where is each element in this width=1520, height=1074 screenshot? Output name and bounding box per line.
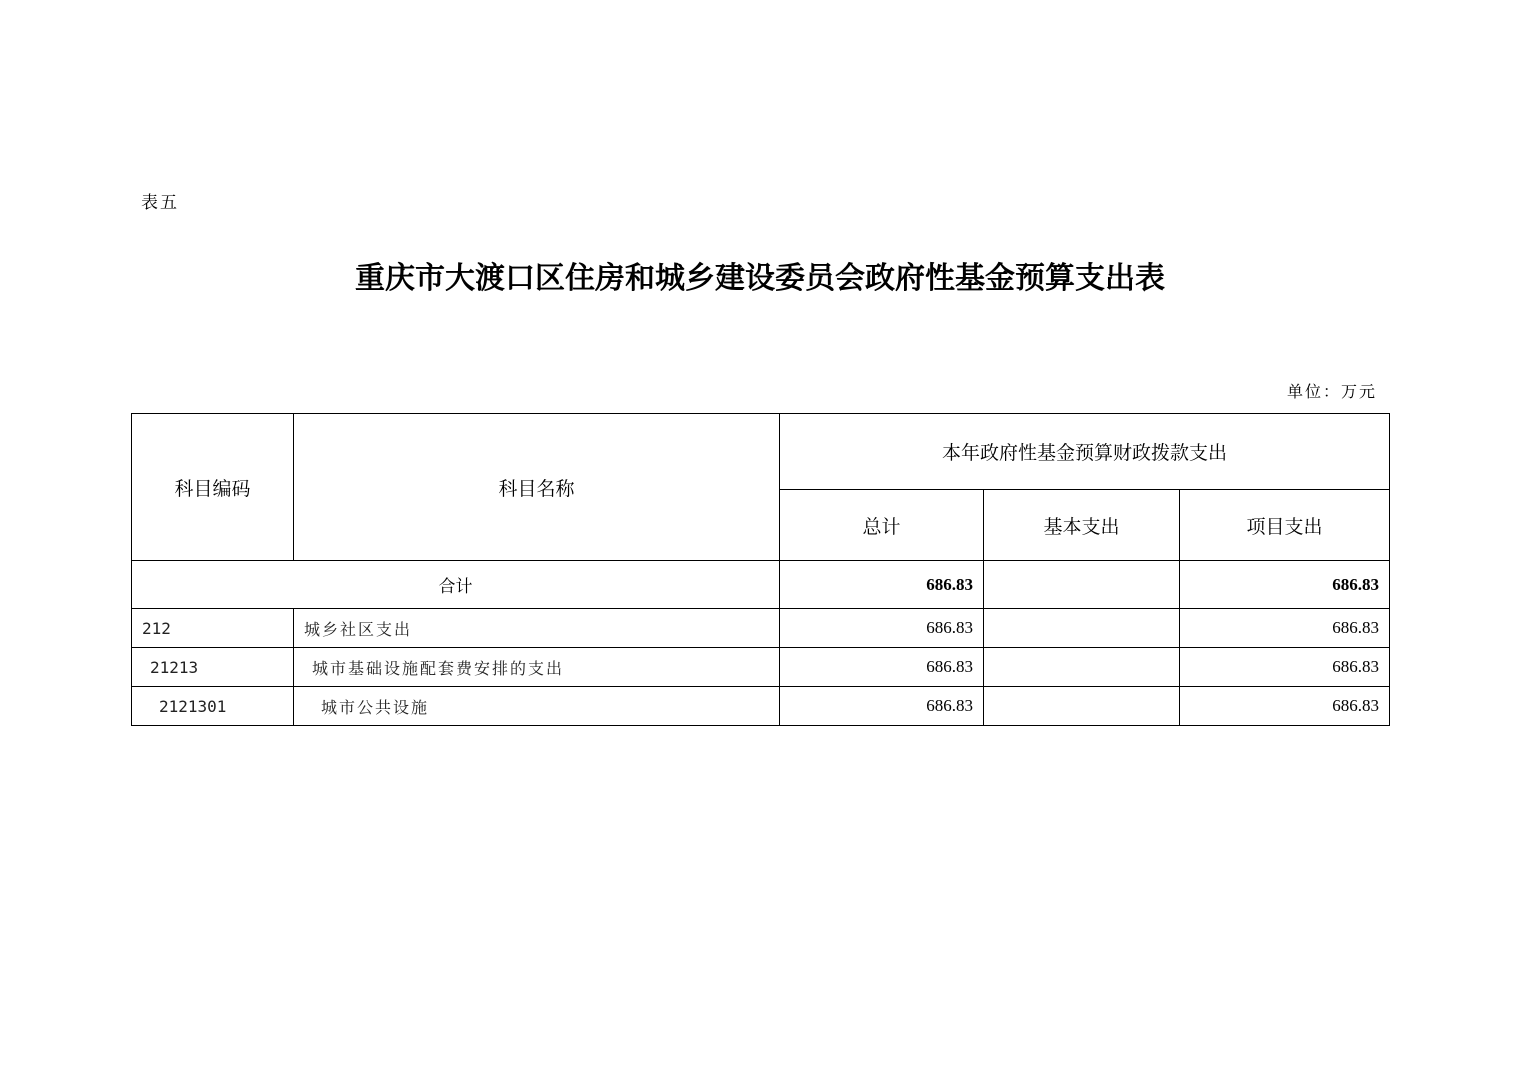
row-total: 686.83	[780, 648, 984, 687]
row-total: 686.83	[780, 609, 984, 648]
row-project: 686.83	[1180, 648, 1390, 687]
header-code: 科目编码	[132, 414, 294, 561]
row-code: 21213	[132, 648, 294, 687]
table-row	[132, 687, 1390, 726]
row-code: 2121301	[132, 687, 294, 726]
summary-basic	[984, 561, 1180, 609]
summary-project: 686.83	[1180, 561, 1390, 609]
table-row	[132, 609, 1390, 648]
row-basic	[984, 648, 1180, 687]
table-number-label: 表五	[141, 193, 179, 213]
summary-total: 686.83	[780, 561, 984, 609]
budget-table	[131, 413, 1390, 726]
table-row	[132, 648, 1390, 687]
row-code: 212	[132, 609, 294, 648]
header-name: 科目名称	[294, 414, 780, 561]
row-total: 686.83	[780, 687, 984, 726]
row-basic	[984, 609, 1180, 648]
summary-row	[132, 561, 1390, 609]
header-total: 总计	[780, 490, 984, 561]
row-name: 城市公共设施	[294, 687, 780, 726]
row-project: 686.83	[1180, 687, 1390, 726]
header-basic: 基本支出	[984, 490, 1180, 561]
document-title: 重庆市大渡口区住房和城乡建设委员会政府性基金预算支出表	[355, 261, 1165, 296]
header-project: 项目支出	[1180, 490, 1390, 561]
header-group: 本年政府性基金预算财政拨款支出	[780, 414, 1390, 490]
row-name: 城市基础设施配套费安排的支出	[294, 648, 780, 687]
row-name: 城乡社区支出	[294, 609, 780, 648]
row-project: 686.83	[1180, 609, 1390, 648]
unit-label: 单位：万元	[1286, 382, 1377, 401]
row-basic	[984, 687, 1180, 726]
summary-label: 合计	[132, 561, 780, 609]
